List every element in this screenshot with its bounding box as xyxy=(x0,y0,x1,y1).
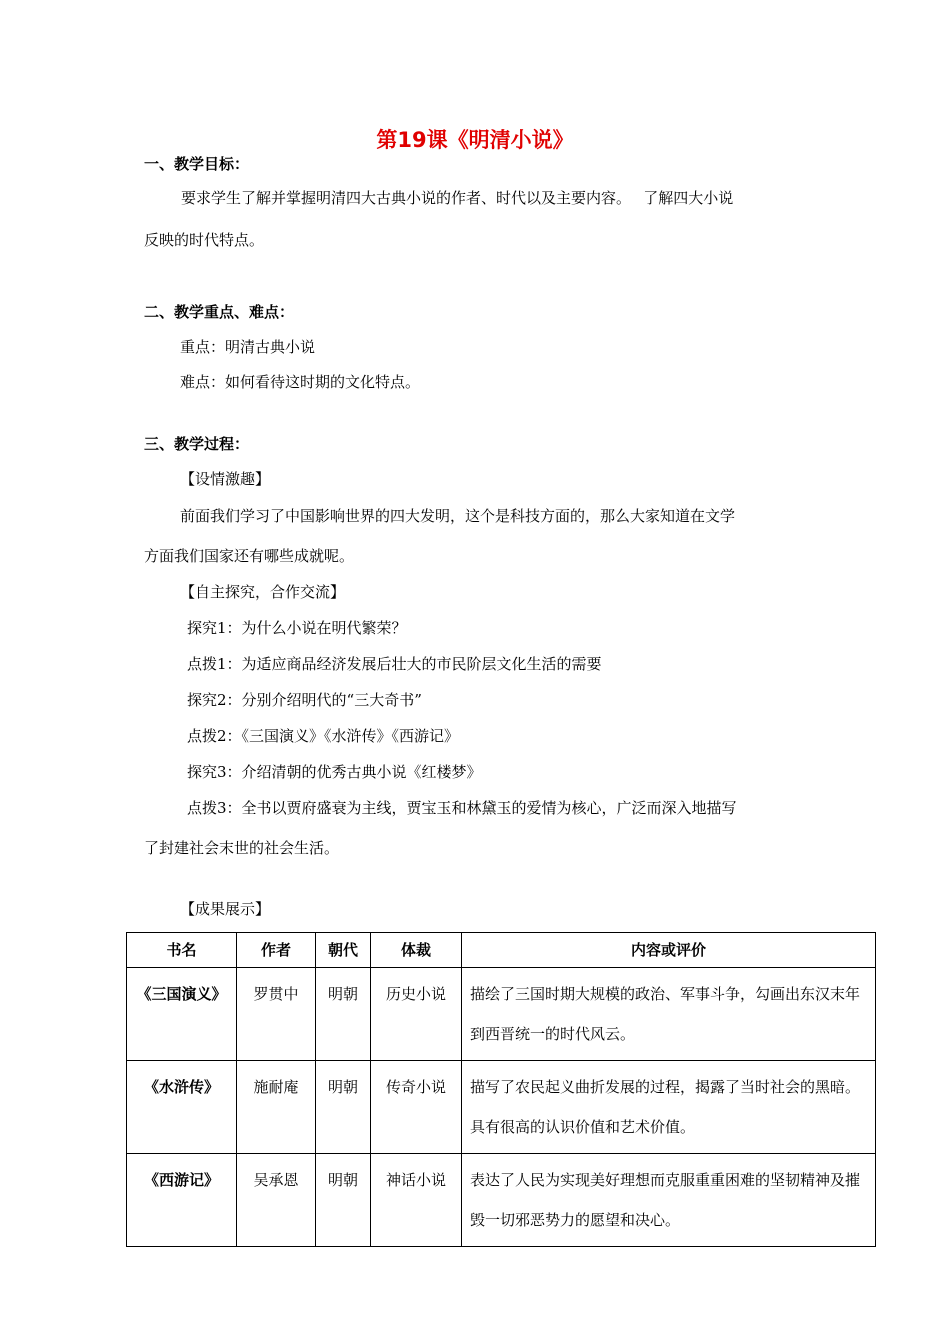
table-row xyxy=(127,1061,876,1154)
intro-label: 【设情激趣】 xyxy=(180,470,271,488)
section-heading-key-points: 二、教学重点、难点： xyxy=(144,303,295,321)
question-1: 探究1：为什么小说在明代繁荣？ xyxy=(187,619,407,637)
genre-cell: 历史小说 xyxy=(371,968,462,1061)
intro-text-line2: 方面我们国家还有哪些成就呢。 xyxy=(144,547,355,565)
book-name-cell: 《水浒传》 xyxy=(127,1061,237,1154)
section-heading-objectives: 一、教学目标： xyxy=(144,155,250,173)
key-point-text: 重点：明清古典小说 xyxy=(180,338,316,356)
answer-3-line2: 了封建社会末世的社会生活。 xyxy=(144,839,340,857)
dynasty-cell: 明朝 xyxy=(316,1061,371,1154)
difficulty-text: 难点：如何看待这时期的文化特点。 xyxy=(180,373,421,391)
question-2: 探究2：分别介绍明代的“三大奇书” xyxy=(187,691,422,709)
table-header-row xyxy=(127,933,876,968)
explore-label: 【自主探究，合作交流】 xyxy=(180,583,346,601)
answer-1: 点拨1：为适应商品经济发展后壮大的市民阶层文化生活的需要 xyxy=(187,655,602,673)
description-cell: 描写了农民起义曲折发展的过程，揭露了当时社会的黑暗。具有很高的认识价值和艺术价值。 xyxy=(462,1061,876,1154)
question-3: 探究3：介绍清朝的优秀古典小说《红楼梦》 xyxy=(187,763,482,781)
description-cell: 描绘了三国时期大规模的政治、军事斗争，勾画出东汉末年到西晋统一的时代风云。 xyxy=(462,968,876,1061)
page-title: 第19课《明清小说》 xyxy=(376,128,574,152)
author-cell: 罗贯中 xyxy=(237,968,316,1061)
intro-text-line1: 前面我们学习了中国影响世界的四大发明，这个是科技方面的，那么大家知道在文学 xyxy=(180,507,736,525)
results-table xyxy=(126,932,876,1247)
dynasty-cell: 明朝 xyxy=(316,968,371,1061)
table-row xyxy=(127,968,876,1061)
book-name-cell: 《西游记》 xyxy=(127,1154,237,1247)
answer-2: 点拨2：《三国演义》《水浒传》《西游记》 xyxy=(187,727,460,745)
results-label: 【成果展示】 xyxy=(180,900,271,918)
header-dynasty: 朝代 xyxy=(316,933,371,968)
table-row xyxy=(127,1154,876,1247)
header-genre: 体裁 xyxy=(371,933,462,968)
objectives-text-line1: 要求学生了解并掌握明清四大古典小说的作者、时代以及主要内容。 了解四大小说 xyxy=(181,189,734,207)
genre-cell: 神话小说 xyxy=(371,1154,462,1247)
book-name-cell: 《三国演义》 xyxy=(127,968,237,1061)
header-author: 作者 xyxy=(237,933,316,968)
dynasty-cell: 明朝 xyxy=(316,1154,371,1247)
author-cell: 吴承恩 xyxy=(237,1154,316,1247)
header-description: 内容或评价 xyxy=(462,933,876,968)
header-book-name: 书名 xyxy=(127,933,237,968)
objectives-text-line2: 反映的时代特点。 xyxy=(144,231,265,249)
description-cell: 表达了人民为实现美好理想而克服重重困难的坚韧精神及摧毁一切邪恶势力的愿望和决心。 xyxy=(462,1154,876,1247)
author-cell: 施耐庵 xyxy=(237,1061,316,1154)
genre-cell: 传奇小说 xyxy=(371,1061,462,1154)
section-heading-process: 三、教学过程： xyxy=(144,435,250,453)
answer-3-line1: 点拨3：全书以贾府盛衰为主线，贾宝玉和林黛玉的爱情为核心，广泛而深入地描写 xyxy=(187,799,737,817)
